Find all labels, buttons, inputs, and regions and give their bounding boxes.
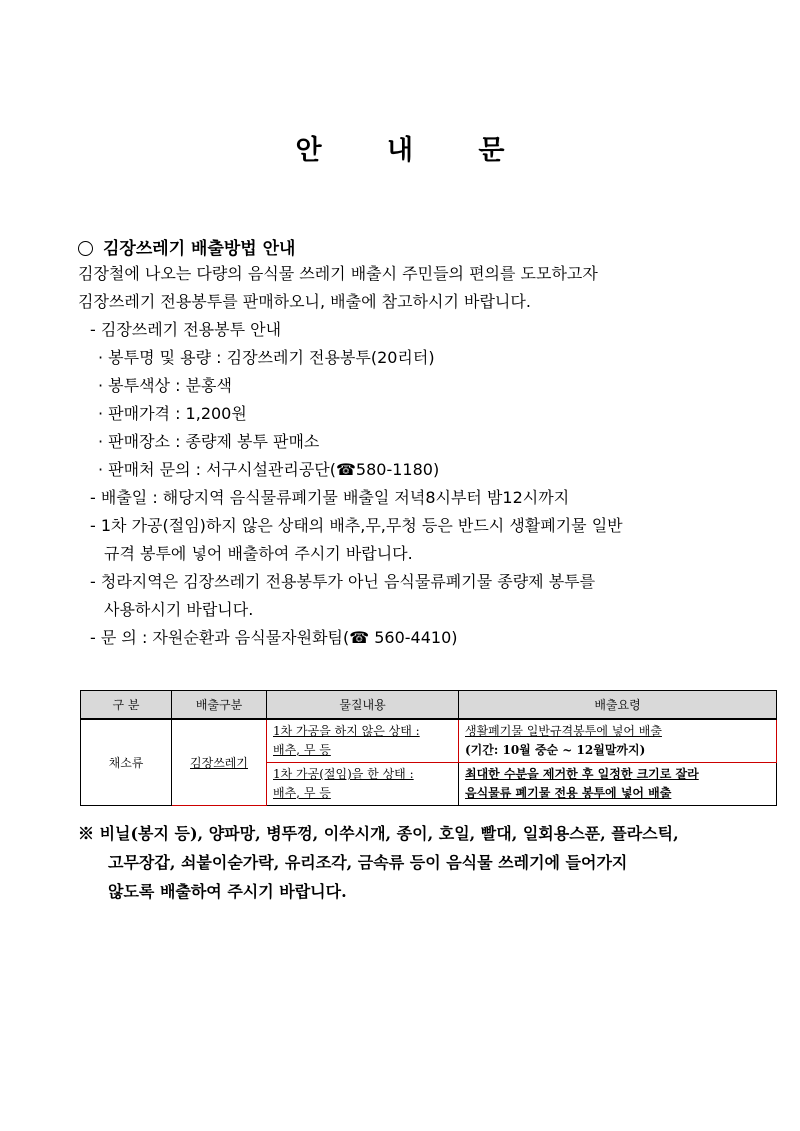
- content-line: 배추, 무 등: [273, 786, 331, 800]
- intro-line: 김장철에 나오는 다량의 음식물 쓰레기 배출시 주민들의 편의를 도모하고자: [78, 264, 598, 283]
- table-header: 배출구분: [172, 691, 267, 720]
- method-cell: [459, 719, 777, 763]
- note-line: 고무장갑, 쇠붙이숟가락, 유리조각, 금속류 등이 음식물 쓰레기에 들어가지: [108, 853, 628, 872]
- method-line: (기간: 10월 중순 ~ 12월말까지): [465, 743, 646, 757]
- category-cell: 채소류: [81, 719, 172, 806]
- bullet-line: 사용하시기 바랍니다.: [104, 600, 254, 619]
- type-cell: 김장쓰레기: [172, 719, 267, 806]
- intro-line: 김장쓰레기 전용봉투를 판매하오니, 배출에 참고하시기 바랍니다.: [78, 292, 531, 311]
- bag-info-heading: - 김장쓰레기 전용봉투 안내: [90, 320, 282, 339]
- table-header: 물질내용: [267, 691, 459, 720]
- note-line: 않도록 배출하여 주시기 바랍니다.: [108, 882, 347, 901]
- bag-info-item: · 판매가격 : 1,200원: [98, 404, 247, 423]
- note-line: ※ 비닐(봉지 등), 양파망, 병뚜껑, 이쑤시개, 종이, 호일, 빨대, 일회용스푼, 플라스틱,: [78, 824, 679, 843]
- content-cell: [267, 719, 459, 763]
- content-line: 1차 가공을 하지 않은 상태 :: [273, 724, 420, 738]
- method-line: 생활폐기물 일반규격봉투에 넣어 배출: [465, 724, 662, 738]
- bullet-line: - 1차 가공(절임)하지 않은 상태의 배추,무,무청 등은 반드시 생활폐기물 일반: [90, 516, 623, 535]
- section-heading-text: 김장쓰레기 배출방법 안내: [103, 239, 296, 259]
- content-line: 배추, 무 등: [273, 743, 331, 757]
- table-header: 배출요령: [459, 691, 777, 720]
- table-header-row: [81, 691, 777, 720]
- bag-info-item: · 판매처 문의 : 서구시설관리공단(☎580-1180): [98, 460, 440, 479]
- bag-info-item: · 판매장소 : 종량제 봉투 판매소: [98, 432, 320, 451]
- method-line: 최대한 수분을 제거한 후 일정한 크기로 잘라: [465, 767, 699, 781]
- bullet-line: 규격 봉투에 넣어 배출하여 주시기 바랍니다.: [104, 544, 413, 563]
- method-line: 음식물류 폐기물 전용 봉투에 넣어 배출: [465, 786, 672, 800]
- page-title: 안 내 문: [295, 135, 533, 166]
- bullet-line: - 청라지역은 김장쓰레기 전용봉투가 아닌 음식물류폐기물 종량제 봉투를: [90, 572, 596, 591]
- circle-bullet-icon: [78, 241, 93, 256]
- bag-info-item: · 봉투색상 : 분홍색: [98, 376, 232, 395]
- method-cell: [459, 763, 777, 806]
- content-cell: [267, 763, 459, 806]
- bag-info-item: · 봉투명 및 용량 : 김장쓰레기 전용봉투(20리터): [98, 348, 435, 367]
- table-row: [81, 719, 777, 763]
- bullet-line: - 문 의 : 자원순환과 음식물자원화팀(☎ 560-4410): [90, 628, 458, 647]
- section-heading: [78, 234, 295, 259]
- waste-table: [80, 690, 777, 806]
- bullet-line: - 배출일 : 해당지역 음식물류폐기물 배출일 저녁8시부터 밤12시까지: [90, 488, 570, 507]
- content-line: 1차 가공(절임)을 한 상태 :: [273, 767, 414, 781]
- table-header: 구 분: [81, 691, 172, 720]
